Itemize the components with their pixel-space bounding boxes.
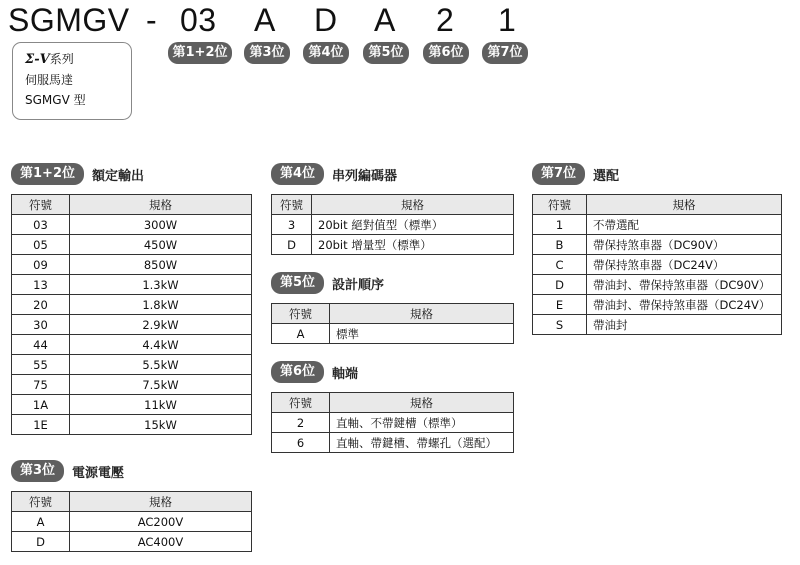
code-cell: D bbox=[272, 235, 312, 255]
section-pill: 第5位 bbox=[271, 272, 324, 294]
position-pill-1-2: 第1+2位 bbox=[168, 42, 232, 64]
code-cell: 1 bbox=[533, 215, 587, 235]
section-pill: 第6位 bbox=[271, 361, 324, 383]
spec-cell: 帶油封 bbox=[587, 315, 782, 335]
table-row bbox=[12, 395, 252, 415]
sigma-v-symbol: Σ-V bbox=[25, 52, 50, 67]
code-cell: A bbox=[272, 324, 330, 344]
header-spec: 規格 bbox=[312, 195, 514, 215]
shaft-end-table bbox=[271, 392, 514, 453]
code-cell: 2 bbox=[272, 413, 330, 433]
supply-voltage-table bbox=[11, 491, 252, 552]
section-title: 額定輸出 bbox=[91, 168, 144, 184]
code-cell: C bbox=[533, 255, 587, 275]
table-row bbox=[12, 355, 252, 375]
table-row bbox=[533, 295, 782, 315]
model-type: SGMGV 型 bbox=[25, 93, 86, 107]
section-serial-encoder bbox=[271, 162, 514, 255]
product-type: 伺服馬達 bbox=[25, 73, 74, 87]
code-cell: 6 bbox=[272, 433, 330, 453]
series-line bbox=[25, 49, 131, 70]
model-description-box bbox=[12, 42, 132, 120]
spec-cell: 11kW bbox=[70, 395, 252, 415]
table-row bbox=[272, 433, 514, 453]
table-row bbox=[12, 215, 252, 235]
spec-cell: 2.9kW bbox=[70, 315, 252, 335]
model-code-digit-4: D bbox=[314, 2, 338, 38]
spec-cell: AC200V bbox=[70, 512, 252, 532]
model-code-base: SGMGV bbox=[8, 2, 130, 38]
code-cell: 75 bbox=[12, 375, 70, 395]
code-cell: 1A bbox=[12, 395, 70, 415]
spec-cell: 1.8kW bbox=[70, 295, 252, 315]
table-row bbox=[533, 255, 782, 275]
code-cell: 09 bbox=[12, 255, 70, 275]
spec-cell: 450W bbox=[70, 235, 252, 255]
table-row bbox=[12, 375, 252, 395]
header-spec: 規格 bbox=[70, 492, 252, 512]
code-cell: A bbox=[12, 512, 70, 532]
table-row bbox=[272, 324, 514, 344]
table-row bbox=[533, 215, 782, 235]
serial-encoder-table bbox=[271, 194, 514, 255]
code-cell: D bbox=[12, 532, 70, 552]
spec-cell: 帶保持煞車器（DC90V） bbox=[587, 235, 782, 255]
header-code: 符號 bbox=[12, 492, 70, 512]
table-row bbox=[272, 235, 514, 255]
section-supply-voltage bbox=[11, 459, 252, 552]
spec-cell: 850W bbox=[70, 255, 252, 275]
code-cell: 05 bbox=[12, 235, 70, 255]
section-pill: 第1+2位 bbox=[11, 163, 84, 185]
model-code-digit-1-2: 03 bbox=[180, 2, 217, 38]
table-row bbox=[272, 413, 514, 433]
design-order-table bbox=[271, 303, 514, 344]
header-code: 符號 bbox=[12, 195, 70, 215]
table-header-row bbox=[272, 393, 514, 413]
position-pill-6: 第6位 bbox=[423, 42, 469, 64]
table-row bbox=[12, 335, 252, 355]
table-row bbox=[533, 315, 782, 335]
position-pill-4: 第4位 bbox=[303, 42, 349, 64]
table-row bbox=[12, 295, 252, 315]
table-row bbox=[12, 255, 252, 275]
table-header-row bbox=[272, 195, 514, 215]
code-cell: 1E bbox=[12, 415, 70, 435]
spec-cell: 帶保持煞車器（DC24V） bbox=[587, 255, 782, 275]
code-cell: E bbox=[533, 295, 587, 315]
rated-output-table bbox=[11, 194, 252, 435]
header-spec: 規格 bbox=[330, 304, 514, 324]
table-row bbox=[533, 275, 782, 295]
spec-cell: AC400V bbox=[70, 532, 252, 552]
table-row bbox=[533, 235, 782, 255]
spec-cell: 直軸、帶鍵槽、帶螺孔（選配） bbox=[330, 433, 514, 453]
position-pill-5: 第5位 bbox=[363, 42, 409, 64]
header-code: 符號 bbox=[272, 304, 330, 324]
position-pill-3: 第3位 bbox=[244, 42, 290, 64]
table-row bbox=[12, 415, 252, 435]
code-cell: 20 bbox=[12, 295, 70, 315]
header-code: 符號 bbox=[272, 393, 330, 413]
spec-cell: 不帶選配 bbox=[587, 215, 782, 235]
section-pill: 第7位 bbox=[532, 163, 585, 185]
spec-cell: 20bit 絕對值型（標準） bbox=[312, 215, 514, 235]
model-code-digit-6: 2 bbox=[436, 2, 455, 38]
table-row bbox=[12, 235, 252, 255]
spec-cell: 15kW bbox=[70, 415, 252, 435]
table-header-row bbox=[12, 195, 252, 215]
section-options bbox=[532, 162, 782, 335]
header-code: 符號 bbox=[272, 195, 312, 215]
table-row bbox=[12, 315, 252, 335]
series-label: 系列 bbox=[49, 52, 74, 66]
section-rated-output bbox=[11, 162, 252, 435]
code-cell: 3 bbox=[272, 215, 312, 235]
table-header-row bbox=[533, 195, 782, 215]
spec-cell: 4.4kW bbox=[70, 335, 252, 355]
section-pill: 第4位 bbox=[271, 163, 324, 185]
code-cell: B bbox=[533, 235, 587, 255]
table-row bbox=[12, 532, 252, 552]
spec-cell: 標準 bbox=[330, 324, 514, 344]
header-spec: 規格 bbox=[70, 195, 252, 215]
spec-cell: 直軸、不帶鍵槽（標準） bbox=[330, 413, 514, 433]
table-header-row bbox=[12, 492, 252, 512]
spec-cell: 1.3kW bbox=[70, 275, 252, 295]
header-spec: 規格 bbox=[587, 195, 782, 215]
spec-cell: 帶油封、帶保持煞車器（DC24V） bbox=[587, 295, 782, 315]
code-cell: S bbox=[533, 315, 587, 335]
model-code-digit-5: A bbox=[374, 2, 396, 38]
table-header-row bbox=[272, 304, 514, 324]
header-spec: 規格 bbox=[330, 393, 514, 413]
section-shaft-end bbox=[271, 360, 514, 453]
spec-cell: 帶油封、帶保持煞車器（DC90V） bbox=[587, 275, 782, 295]
spec-cell: 20bit 增量型（標準） bbox=[312, 235, 514, 255]
section-title: 軸端 bbox=[332, 366, 359, 382]
spec-cell: 300W bbox=[70, 215, 252, 235]
section-title: 選配 bbox=[593, 168, 620, 184]
model-code-digit-7: 1 bbox=[498, 2, 517, 38]
code-cell: 30 bbox=[12, 315, 70, 335]
spec-cell: 7.5kW bbox=[70, 375, 252, 395]
header-code: 符號 bbox=[533, 195, 587, 215]
section-title: 設計順序 bbox=[332, 277, 385, 293]
options-table bbox=[532, 194, 782, 335]
table-row bbox=[272, 215, 514, 235]
model-code-dash: - bbox=[146, 2, 158, 38]
section-title: 電源電壓 bbox=[72, 465, 125, 481]
section-pill: 第3位 bbox=[11, 460, 64, 482]
code-cell: 03 bbox=[12, 215, 70, 235]
table-row bbox=[12, 512, 252, 532]
spec-cell: 5.5kW bbox=[70, 355, 252, 375]
code-cell: 55 bbox=[12, 355, 70, 375]
code-cell: 13 bbox=[12, 275, 70, 295]
section-design-order bbox=[271, 271, 514, 344]
code-cell: 44 bbox=[12, 335, 70, 355]
position-pill-7: 第7位 bbox=[482, 42, 528, 64]
section-title: 串列編碼器 bbox=[332, 168, 398, 184]
code-cell: D bbox=[533, 275, 587, 295]
table-row bbox=[12, 275, 252, 295]
model-code-digit-3: A bbox=[254, 2, 276, 38]
